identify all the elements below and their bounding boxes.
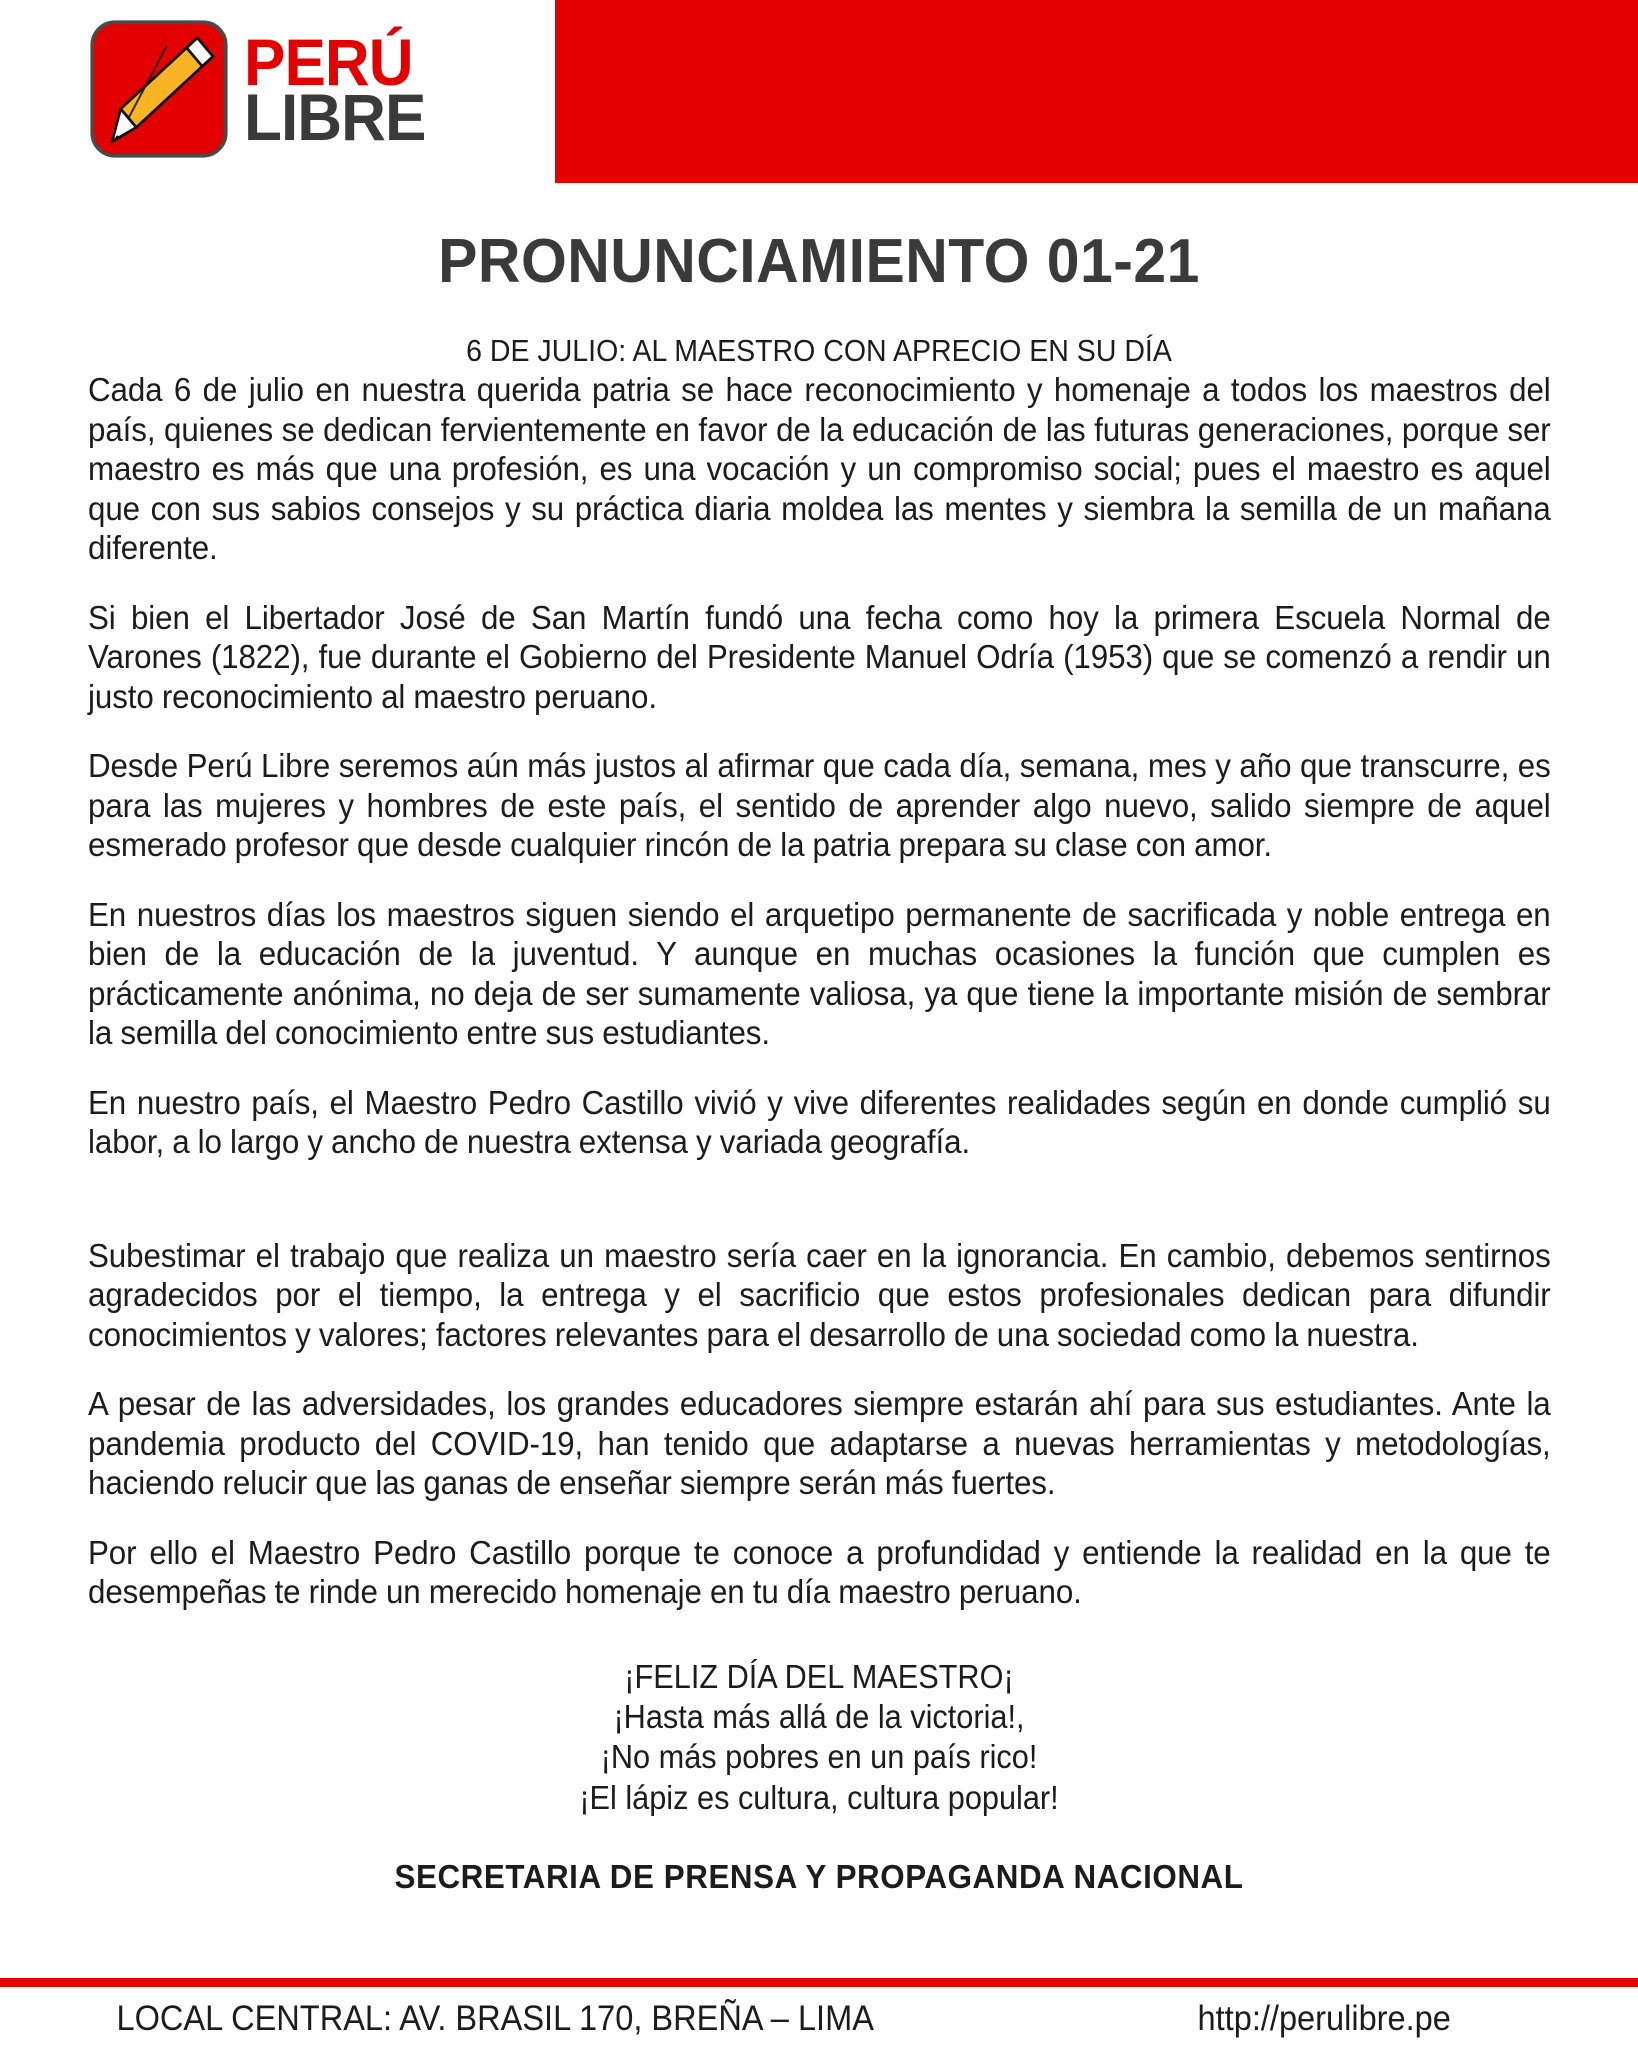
document-header [0,0,1638,183]
header-red-band [555,0,1638,183]
footer-row [88,1999,1550,2039]
footer-website[interactable]: http://perulibre.pe [1197,1999,1451,2038]
paragraph: Desde Perú Libre seremos aún más justos al afirmar que cada día, semana, mes y año que transcurre, es para las mujeres y hombres de este país, el sentido de aprender algo nuevo, salido siempre de aquel esmerado profesor que desde cualquier rincón de la patria prepara su clase con amor. [88,748,1551,865]
slogan-line: ¡Hasta más allá de la victoria!, [613,1698,1025,1736]
document-footer [0,1944,1638,2048]
paragraph: Si bien el Libertador José de San Martín fundó una fecha como hoy la primera Escuela Normal de Varones (1822), fue durante el Gobierno del Presidente Manuel Odría (1953) que se comenzó a rendir un justo reconocimiento al maestro peruano. [88,599,1551,716]
pencil-icon [88,18,230,160]
paragraph: Subestimar el trabajo que realiza un maestro sería caer en la ignorancia. En cambio, debemos sentirnos agradecidos por el tiempo, la entrega y el sacrificio que estos profesionales dedican para difundir conocimientos y valores; factores relevantes para el desarrollo de una sociedad como la nuestra. [88,1237,1551,1354]
paragraph: En nuestro país, el Maestro Pedro Castillo vivió y vive diferentes realidades según en donde cumplió su labor, a lo largo y ancho de nuestra extensa y variada geografía. [88,1084,1551,1162]
slogan-line: ¡El lápiz es cultura, cultura popular! [579,1778,1059,1816]
document-body [0,333,1638,1896]
logo-word-libre: LIBRE [244,80,426,154]
page-title: PRONUNCIAMIENTO 01-21 [438,227,1200,296]
slogan-line: ¡FELIZ DÍA DEL MAESTRO¡ [624,1657,1014,1695]
document-subtitle: 6 DE JULIO: AL MAESTRO CON APRECIO EN SU DÍA [466,333,1172,368]
paragraph: A pesar de las adversidades, los grandes educadores siempre estarán ahí para sus estudiantes. Ante la pandemia producto del COVID-19, han tenido que adaptarse a nuevas herramientas y metodologías, haciendo relucir que las ganas de enseñar siempre serán más fuertes. [88,1386,1551,1503]
slogan-line: ¡No más pobres en un país rico! [600,1738,1038,1776]
paragraph: En nuestros días los maestros siguen siendo el arquetipo permanente de sacrificada y noble entrega en bien de la educación de la juventud. Y aunque en muchas ocasiones la función que cumplen es prácticamente anónima, no deja de ser sumamente valiosa, ya que tiene la importante misión de sembrar la semilla del conocimiento entre sus estudiantes. [88,896,1551,1053]
logo-wordmark [244,24,437,154]
footer-address: LOCAL CENTRAL: AV. BRASIL 170, BREÑA – LIMA [116,1999,874,2038]
logo-word-peru: PERÚ [244,24,413,99]
party-logo [88,18,437,160]
signature-line: SECRETARIA DE PRENSA Y PROPAGANDA NACIONAL [394,1857,1244,1895]
slogan-block [88,1657,1550,1818]
footer-red-rule [0,1978,1638,1987]
paragraph: Cada 6 de julio en nuestra querida patria se hace reconocimiento y homenaje a todos los maestros del país, quienes se dedican fervientemente en favor de la educación de las futuras generaciones, porque ser maestro es más que una profesión, es una vocación y un compromiso social; pues el maestro es aquel que con sus sabios consejos y su práctica diaria moldea las mentes y siembra la semilla de un mañana diferente. [88,372,1551,568]
paragraph: Por ello el Maestro Pedro Castillo porque te conoce a profundidad y entiende la realidad en la que te desempeñas te rinde un merecido homenaje en tu día maestro peruano. [88,1534,1551,1612]
